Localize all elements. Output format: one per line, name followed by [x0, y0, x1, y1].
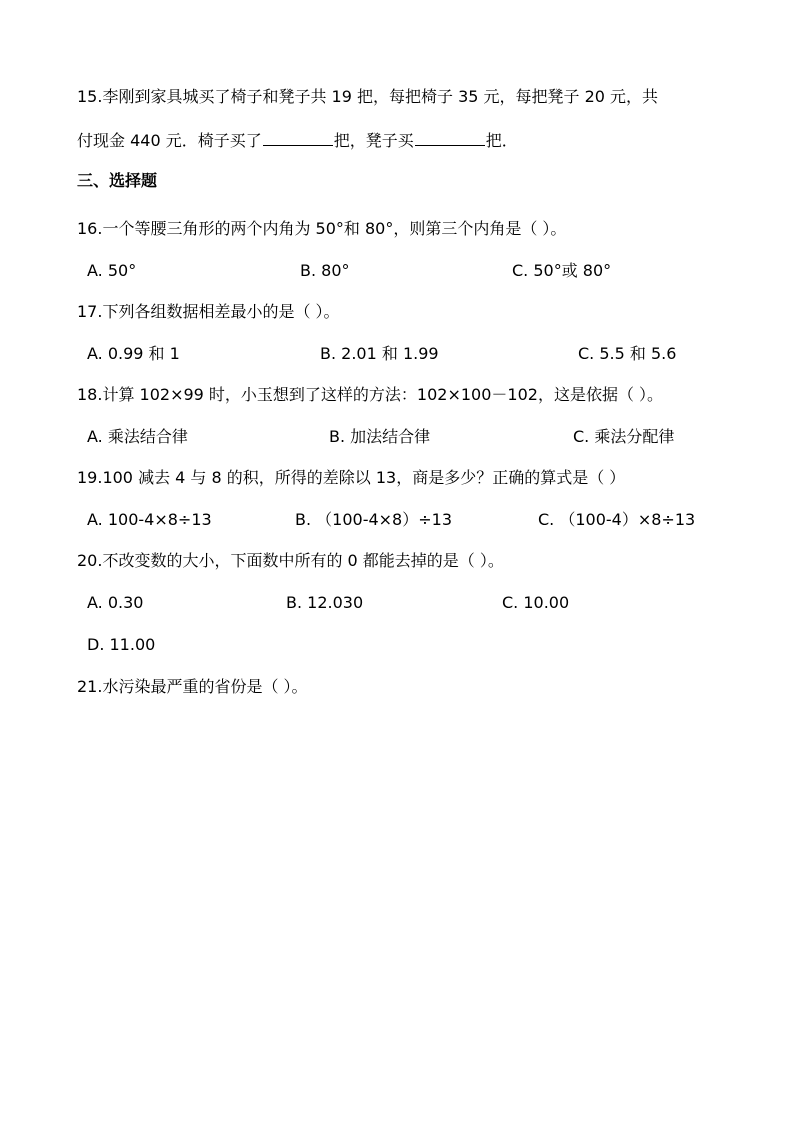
q20-option-a[interactable]: A. 0.30 — [87, 593, 144, 612]
q19-option-b[interactable]: B. （100-4×8）÷13 — [295, 510, 452, 529]
q19-stem: 19.100 减去 4 与 8 的积，所得的差除以 13，商是多少？正确的算式是（ ） — [77, 468, 626, 487]
q21-stem: 21.水污染最严重的省份是（ ）。 — [77, 677, 308, 696]
q17-stem: 17.下列各组数据相差最小的是（ ）。 — [77, 302, 340, 321]
q15-line-1: 15.李刚到家具城买了椅子和凳子共 19 把，每把椅子 35 元，每把凳子 20 元，共 — [77, 87, 659, 106]
q18-option-a[interactable]: A. 乘法结合律 — [87, 427, 188, 446]
q19-option-a[interactable]: A. 100-4×8÷13 — [87, 510, 212, 529]
q16-option-c[interactable]: C. 50°或 80° — [512, 261, 612, 280]
q16-option-b[interactable]: B. 80° — [300, 261, 350, 280]
section-title: 三、选择题 — [77, 171, 158, 190]
q18-option-b[interactable]: B. 加法结合律 — [329, 427, 431, 446]
q15-text-b: 把，凳子买 — [333, 131, 414, 150]
q15-text-a: 付现金 440 元．椅子买了 — [77, 131, 262, 150]
q17-option-b[interactable]: B. 2.01 和 1.99 — [320, 344, 439, 363]
q18-option-c[interactable]: C. 乘法分配律 — [573, 427, 675, 446]
q20-option-b[interactable]: B. 12.030 — [286, 593, 364, 612]
q15-blank-stools[interactable] — [415, 129, 485, 146]
q15-line-2 — [77, 129, 518, 152]
q16-stem: 16.一个等腰三角形的两个内角为 50°和 80°，则第三个内角是（ ）。 — [77, 219, 567, 238]
q20-option-c[interactable]: C. 10.00 — [502, 593, 570, 612]
q19-option-c[interactable]: C. （100-4）×8÷13 — [538, 510, 696, 529]
q17-option-a[interactable]: A. 0.99 和 1 — [87, 344, 180, 363]
q20-option-d[interactable]: D. 11.00 — [87, 635, 156, 654]
q18-stem: 18.计算 102×99 时，小玉想到了这样的方法：102×100－102，这是依据（ ）。 — [77, 385, 664, 404]
q20-stem: 20.不改变数的大小，下面数中所有的 0 都能去掉的是（ ）。 — [77, 551, 504, 570]
q15-text-c: 把． — [485, 131, 518, 150]
q16-option-a[interactable]: A. 50° — [87, 261, 137, 280]
q17-option-c[interactable]: C. 5.5 和 5.6 — [578, 344, 677, 363]
q15-blank-chairs[interactable] — [263, 129, 333, 146]
